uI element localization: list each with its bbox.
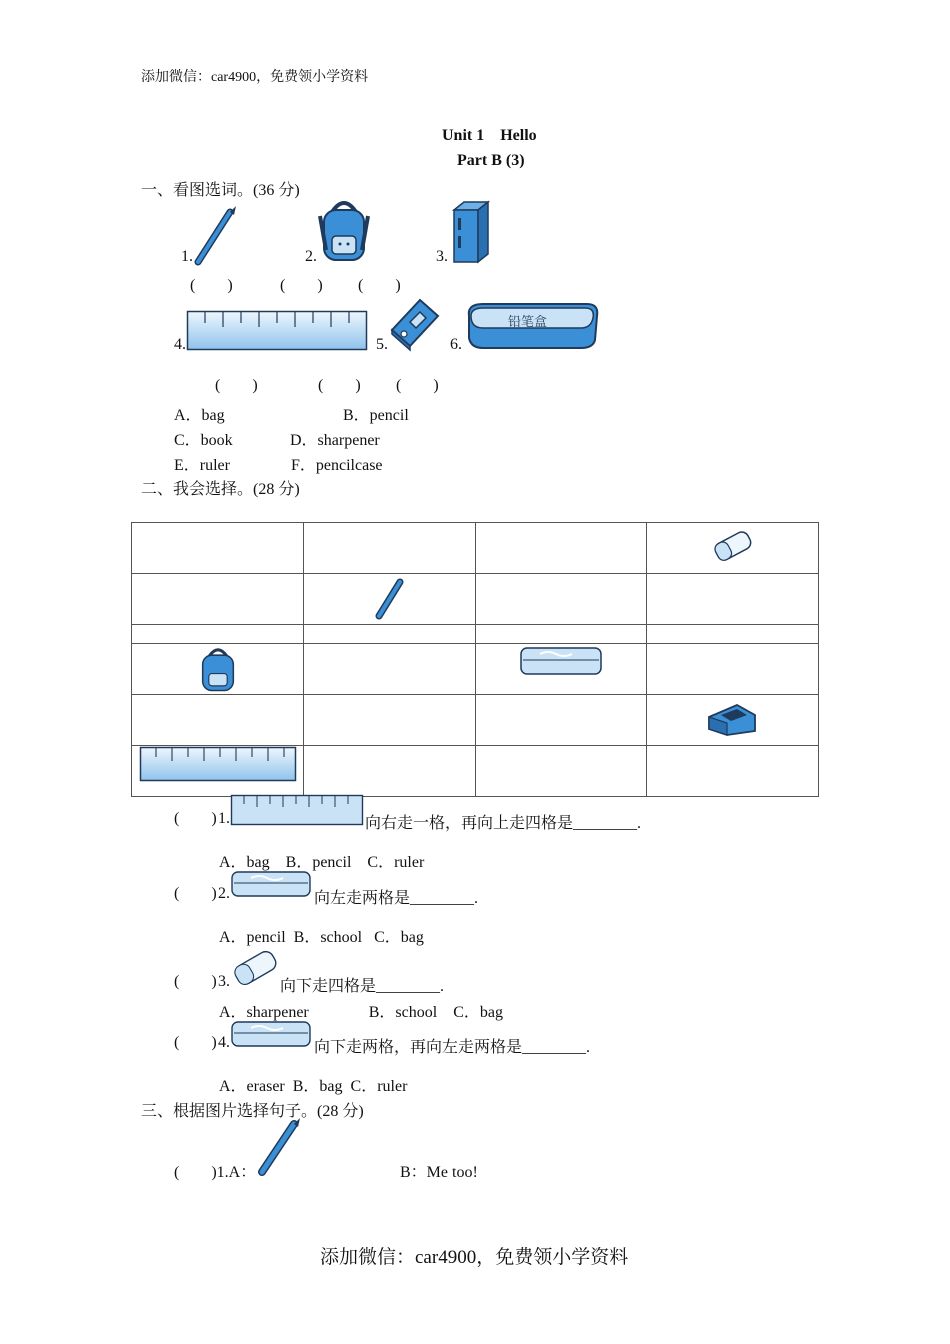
q4-number: 4. [218,1034,230,1051]
option-f: F．pencilcase [291,457,383,474]
blank-3[interactable]: ( ) [358,277,401,294]
q2-bracket[interactable]: ( ) [174,885,217,902]
item-number-6: 6. [450,336,462,353]
item-number-4: 4. [174,336,186,353]
grid-cell [132,523,304,574]
grid-cell [475,625,647,644]
section1-heading: 一、看图选词。(36 分) [141,182,300,199]
grid-cell [475,523,647,574]
section3-heading: 三、根据图片选择句子。(28 分) [141,1103,364,1120]
q1-number: 1. [218,810,230,827]
q1-text: 向右走一格，再向上走四格是________. [365,815,642,832]
grid-cell [647,644,819,695]
pencil-case-icon [520,646,602,676]
ruler-icon [187,311,367,350]
q4-options: A．eraser B．bag C．ruler [219,1078,408,1095]
grid-cell [475,644,647,695]
blank-1[interactable]: ( ) [190,277,233,294]
item-number-1: 1. [181,248,193,265]
s3-q1-left: ( )1.A： [174,1164,257,1181]
option-b: B．pencil [343,407,409,424]
grid-cell [647,746,819,797]
grid-cell [303,644,475,695]
sharpener-icon [390,296,440,350]
part-title: Part B (3) [457,152,525,169]
pencil-icon [192,206,238,266]
grid-cell [132,574,304,625]
grid-cell [303,625,475,644]
grid-cell [475,695,647,746]
grid-cell [303,695,475,746]
blank-2[interactable]: ( ) [280,277,323,294]
s3-q1-right: B：Me too! [400,1164,478,1181]
grid-cell [647,625,819,644]
q2-options: A．pencil B．school C．bag [219,929,424,946]
q3-number: 3. [218,973,230,990]
q3-options: A．sharpener B．school C．bag [219,1004,503,1021]
blank-6[interactable]: ( ) [396,377,439,394]
sharpener-icon [707,701,757,737]
q3-text: 向下走四格是________. [280,978,445,995]
grid-cell [132,695,304,746]
pencil-case-icon [231,1020,311,1048]
grid-cell [303,746,475,797]
option-a: A．bag [174,407,225,424]
footer-watermark: 添加微信：car4900，免费领小学资料 [320,1247,629,1268]
grid-cell [303,523,475,574]
pencil-case-icon [231,870,311,898]
pencil-icon [256,1118,302,1176]
ruler-icon [140,747,296,781]
q3-bracket[interactable]: ( ) [174,973,217,990]
backpack-icon [198,646,238,692]
book-icon [450,200,490,264]
q4-bracket[interactable]: ( ) [174,1034,217,1051]
q2-text: 向左走两格是________. [314,890,479,907]
item-number-3: 3. [436,248,448,265]
grid-cell [132,625,304,644]
grid-cell [475,746,647,797]
item-number-5: 5. [376,336,388,353]
grid-cell [475,574,647,625]
unit-title: Unit 1 Hello [442,127,537,144]
grid-cell [303,574,475,625]
q1-options: A．bag B．pencil C．ruler [219,854,425,871]
grid-cell [647,574,819,625]
q1-bracket[interactable]: ( ) [174,810,217,827]
grid-cell [132,644,304,695]
blank-5[interactable]: ( ) [318,377,361,394]
option-d: D．sharpener [290,432,380,449]
blank-4[interactable]: ( ) [215,377,258,394]
eraser-icon [230,946,280,988]
item-number-2: 2. [305,248,317,265]
grid-cell [132,746,304,797]
grid-cell [647,695,819,746]
q2-number: 2. [218,885,230,902]
map-grid [131,522,819,797]
section2-heading: 二、我会选择。(28 分) [141,481,300,498]
header-watermark: 添加微信：car4900，免费领小学资料 [141,70,369,85]
backpack-icon [318,198,370,264]
option-c: C．book [174,432,233,449]
grid-cell [647,523,819,574]
eraser-icon [711,527,755,565]
ruler-icon [231,795,363,825]
pencil-icon [374,576,406,620]
pencil-case-label: 铅笔盒 [508,315,548,330]
option-e: E．ruler [174,457,230,474]
q4-text: 向下走两格，再向左走两格是________. [314,1039,591,1056]
